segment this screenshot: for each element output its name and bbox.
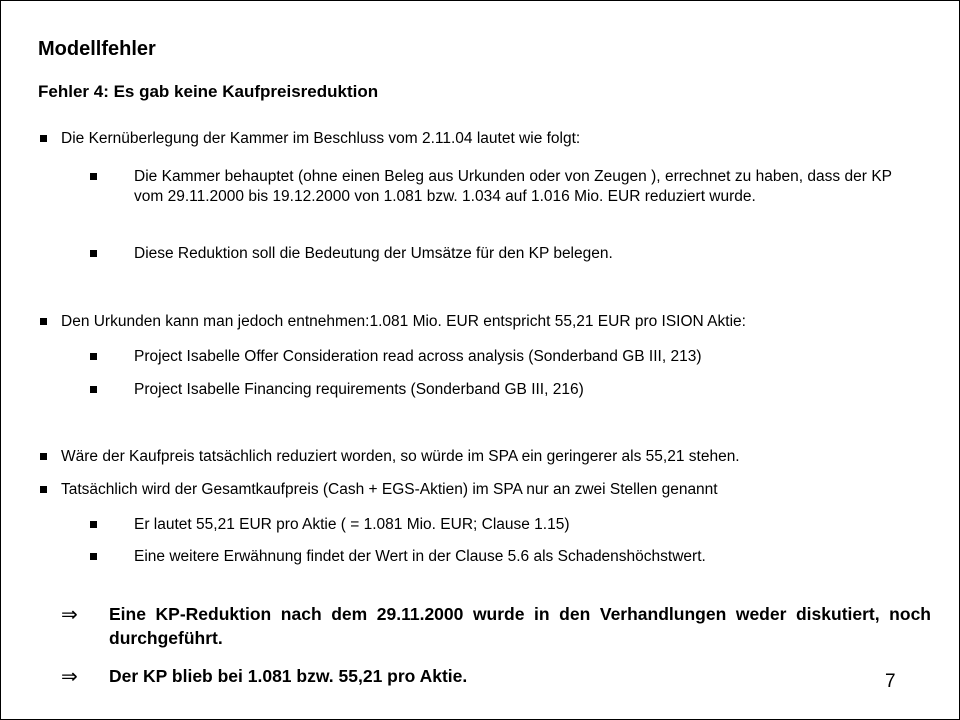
conclusion-text: Der KP blieb bei 1.081 bzw. 55,21 pro Aktie. xyxy=(109,666,468,686)
bullet-text: Diese Reduktion soll die Bedeutung der Umsätze für den KP belegen. xyxy=(134,245,613,262)
bullet-text: Wäre der Kaufpreis tatsächlich reduziert worden, so würde im SPA ein geringerer als 55,21 stehen. xyxy=(61,448,740,465)
bullet-text: Project Isabelle Financing requirements (Sonderband GB III, 216) xyxy=(134,381,584,398)
bullet-square-icon xyxy=(40,318,47,325)
bullet-square-icon xyxy=(90,173,97,180)
slide-title: Modellfehler xyxy=(38,38,156,60)
bullet-text: Die Kernüberlegung der Kammer im Beschluss vom 2.11.04 lautet wie folgt: xyxy=(61,130,581,147)
slide-subtitle: Fehler 4: Es gab keine Kaufpreisreduktion xyxy=(38,82,379,101)
bullet-square-icon xyxy=(90,386,97,393)
bullet-text: Den Urkunden kann man jedoch entnehmen:1.081 Mio. EUR entspricht 55,21 EUR pro ISION Aktie: xyxy=(61,313,746,330)
bullet-square-icon xyxy=(90,521,97,528)
bullet-square-icon xyxy=(40,135,47,142)
bullet-text: Die Kammer behauptet (ohne einen Beleg aus Urkunden oder von Zeugen ), errechnet zu haben, dass der KP vom 29.11.2000 bis 19.12.2000 von 1.081 bzw. 1.034 auf 1.016 Mio. EUR reduziert wurde. xyxy=(134,168,892,205)
bullet-square-icon xyxy=(90,353,97,360)
bullet-square-icon xyxy=(40,486,47,493)
bullet-text: Project Isabelle Offer Consideration read across analysis (Sonderband GB III, 213) xyxy=(134,348,702,365)
bullet-square-icon xyxy=(90,250,97,257)
implies-arrow-icon: ⇒ xyxy=(61,602,78,626)
bullet-text: Eine weitere Erwähnung findet der Wert in der Clause 5.6 als Schadenshöchstwert. xyxy=(134,548,706,565)
bullet-text: Er lautet 55,21 EUR pro Aktie ( = 1.081 Mio. EUR; Clause 1.15) xyxy=(134,516,570,533)
implies-arrow-icon: ⇒ xyxy=(61,664,78,688)
bullet-text: Tatsächlich wird der Gesamtkaufpreis (Cash + EGS-Aktien) im SPA nur an zwei Stellen genannt xyxy=(61,481,718,498)
bullet-square-icon xyxy=(90,553,97,560)
conclusion-text: Eine KP-Reduktion nach dem 29.11.2000 wurde in den Verhandlungen weder diskutiert, noch durchgeführt. xyxy=(109,604,931,648)
page-number: 7 xyxy=(885,671,896,692)
bullet-square-icon xyxy=(40,453,47,460)
